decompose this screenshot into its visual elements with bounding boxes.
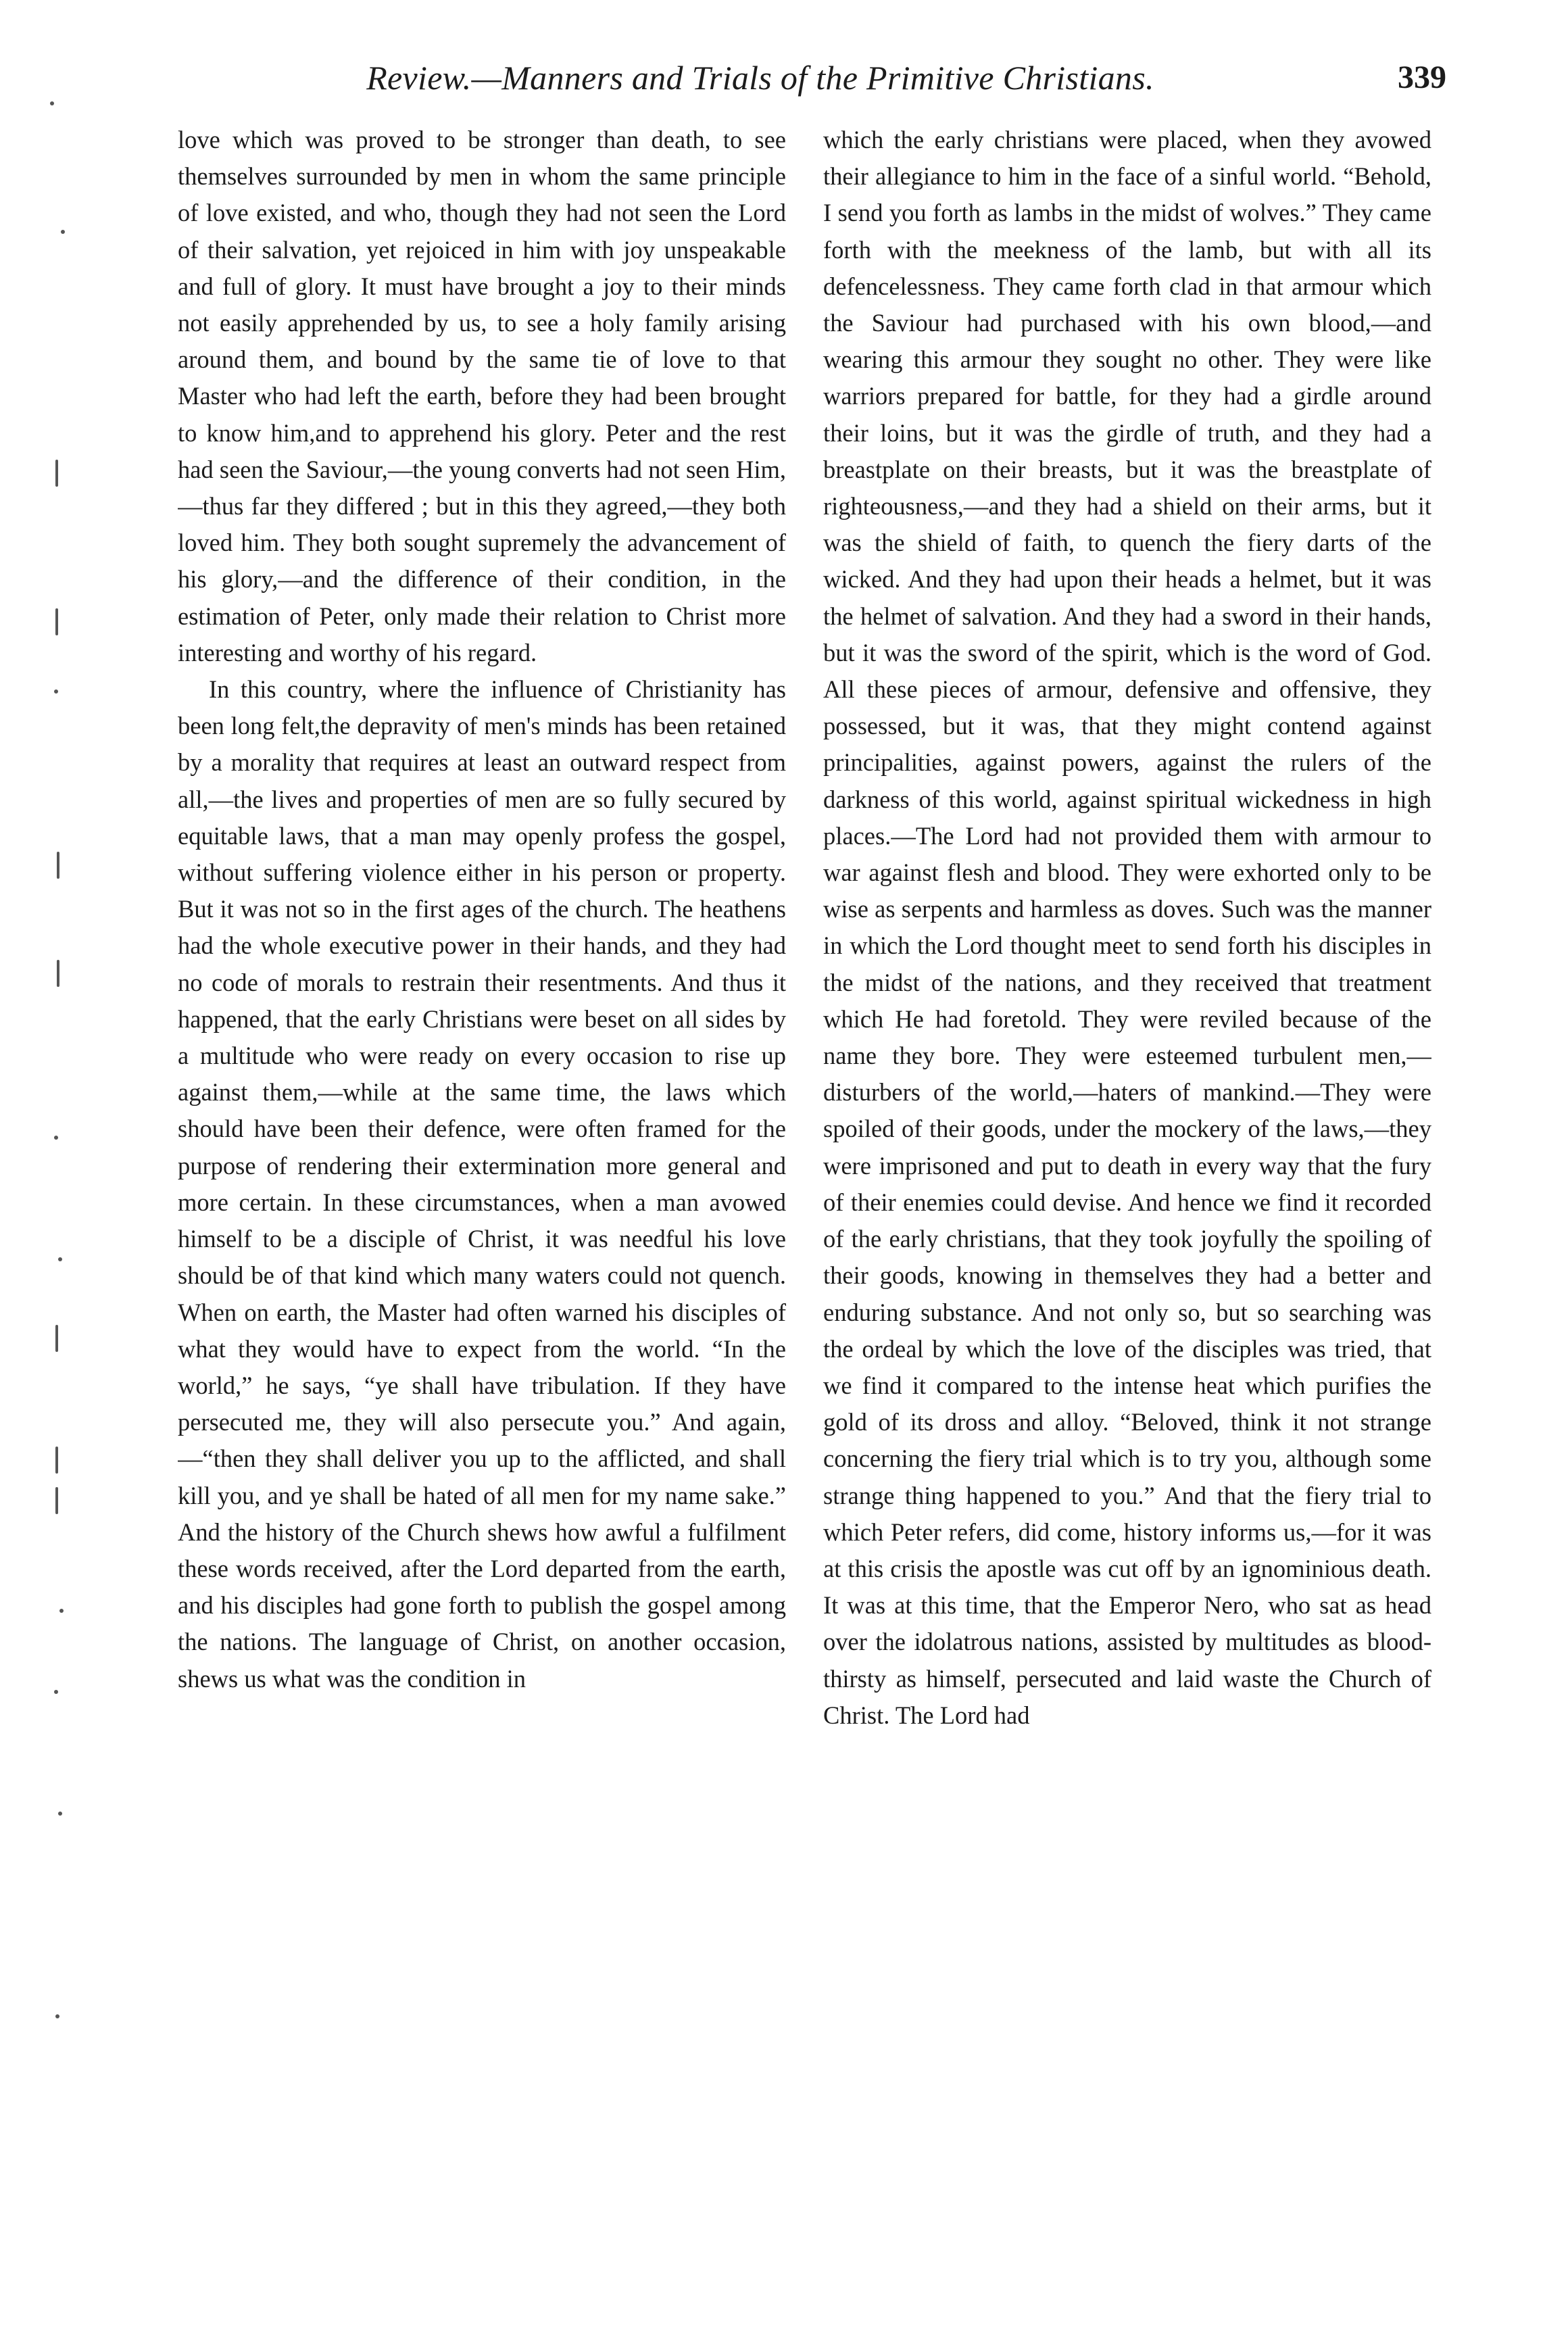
margin-speck xyxy=(54,1136,58,1140)
margin-speck xyxy=(58,1812,62,1816)
page-number: 339 xyxy=(1398,59,1446,95)
paragraph: In this country, where the influence of Christianity has been long felt,the depravity of men's minds has been retained by a morality that requires at least an outward respect from all,—the lives and properties of men are so fully secured by equitable laws, that a man may openly profess the gospel, without suffering violence either in his person or property. But it was not so in the first ages of the church. The heathens had the whole executive power in their hands, and they had no code of morals to restrain their resentments. And thus it happened, that the early Christians were beset on all sides by a multitude who were ready on every occasion to rise up against them,—while at the same time, the laws which should have been their defence, were often framed for the purpose of rendering their extermination more general and more certain. In these circumstances, when a man avowed himself to be a disciple of Christ, it was needful his love should be of that kind which many waters could not quench. When on earth, the Master had often warned his disciples of what they would have to expect from the world. “In the world,” he says, “ye shall have tribulation. If they have persecuted me, they will also persecute you.” And again,—“then they shall deliver you up to the afflicted, and shall kill you, and ye shall be hated of all men for my name sake.” And the history of the Church shews how awful a fulfilment these words received, after the Lord departed from the earth, and his disciples had gone forth to publish the gospel among the nations. The language of Christ, on another occasion, shews us what was the condition in xyxy=(178,675,786,1693)
margin-speck xyxy=(55,2014,59,2018)
margin-speck xyxy=(54,1690,58,1694)
margin-speck xyxy=(55,1487,58,1514)
margin-speck xyxy=(55,1447,58,1474)
right-column xyxy=(823,122,1431,2095)
margin-speck xyxy=(57,852,59,879)
margin-speck xyxy=(55,608,58,635)
running-title: Review.—Manners and Trials of the Primitive Christians. xyxy=(366,59,1154,97)
margin-speck xyxy=(58,1257,62,1261)
paragraph: love which was proved to be stronger than death, to see themselves surrounded by men in whom the same principle of love existed, and who, though they had not seen the Lord of their salvation, yet rejoiced in him with joy unspeakable and full of glory. It must have brought a joy to their minds not easily apprehended by us, to see a holy family arising around them, and bound by the same tie of love to that Master who had left the earth, before they had been brought to know him,and to apprehend his glory. Peter and the rest had seen the Saviour,—the young converts had not seen Him,—thus far they differed ; but in this they agreed,—they both loved him. They both sought supremely the advancement of his glory,—and the difference of their condition, in the estimation of Peter, only made their relation to Christ more interesting and worthy of his regard. xyxy=(178,126,786,666)
paragraph: which the early christians were placed, when they avowed their allegiance to him in the face of a sinful world. “Behold, I send you forth as lambs in the midst of wolves.” They came forth with the meekness of the lamb, but with all its defencelessness. They came forth clad in that armour which the Saviour had purchased with his own blood,—and wearing this armour they sought no other. They were like warriors prepared for battle, for they had a girdle around their loins, but it was the girdle of truth, and they had a breastplate on their breasts, but it was the breastplate of righteousness,—and they had a shield on their arms, but it was the shield of faith, to quench the fiery darts of the wicked. And they had upon their heads a helmet, but it was the helmet of salvation. And they had a sword in their hands, but it was the sword of the spirit, which is the word of God. All these pieces of armour, defensive and offensive, they possessed, but it was, that they might contend against principalities, against powers, against the rulers of the darkness of this world, against spiritual wickedness in high places.—The Lord had not provided them with armour to war against flesh and blood. They were exhorted only to be wise as serpents and harmless as doves. Such was the manner in which the Lord thought meet to send forth his disciples in the midst of the nations, and they received that treatment which He had foretold. They were reviled because of the name they bore. They were esteemed turbulent men,—disturbers of the world,—haters of mankind.—They were spoiled of their goods, under the mockery of the laws,—they were imprisoned and put to death in every way that the fury of their enemies could devise. And hence we find it recorded of the early christians, that they took joyfully the spoiling of their goods, knowing in themselves they had a better and enduring substance. And not only so, but so searching was the ordeal by which the love of the disciples was tried, that we find it compared to the intense heat which purifies the gold of its dross and alloy. “Beloved, think it not strange concerning the fiery trial which is to try you, although some strange thing happened to you.” And that the fiery trial to which Peter refers, did come, history informs us,—for it was at this crisis the apostle was cut off by an ignominious death. It was at this time, that the Emperor Nero, who sat as head over the idolatrous nations, assisted by multitudes as blood-thirsty as himself, persecuted and laid waste the Church of Christ. The Lord had xyxy=(823,126,1431,1729)
margin-specks xyxy=(41,81,81,2075)
margin-speck xyxy=(59,1609,64,1613)
margin-speck xyxy=(61,230,65,234)
margin-speck xyxy=(54,689,58,694)
page-header xyxy=(169,47,1446,108)
margin-speck xyxy=(55,1325,58,1352)
margin-speck xyxy=(50,101,54,105)
margin-speck xyxy=(57,960,59,987)
margin-speck xyxy=(55,460,58,487)
left-column xyxy=(178,122,786,2095)
